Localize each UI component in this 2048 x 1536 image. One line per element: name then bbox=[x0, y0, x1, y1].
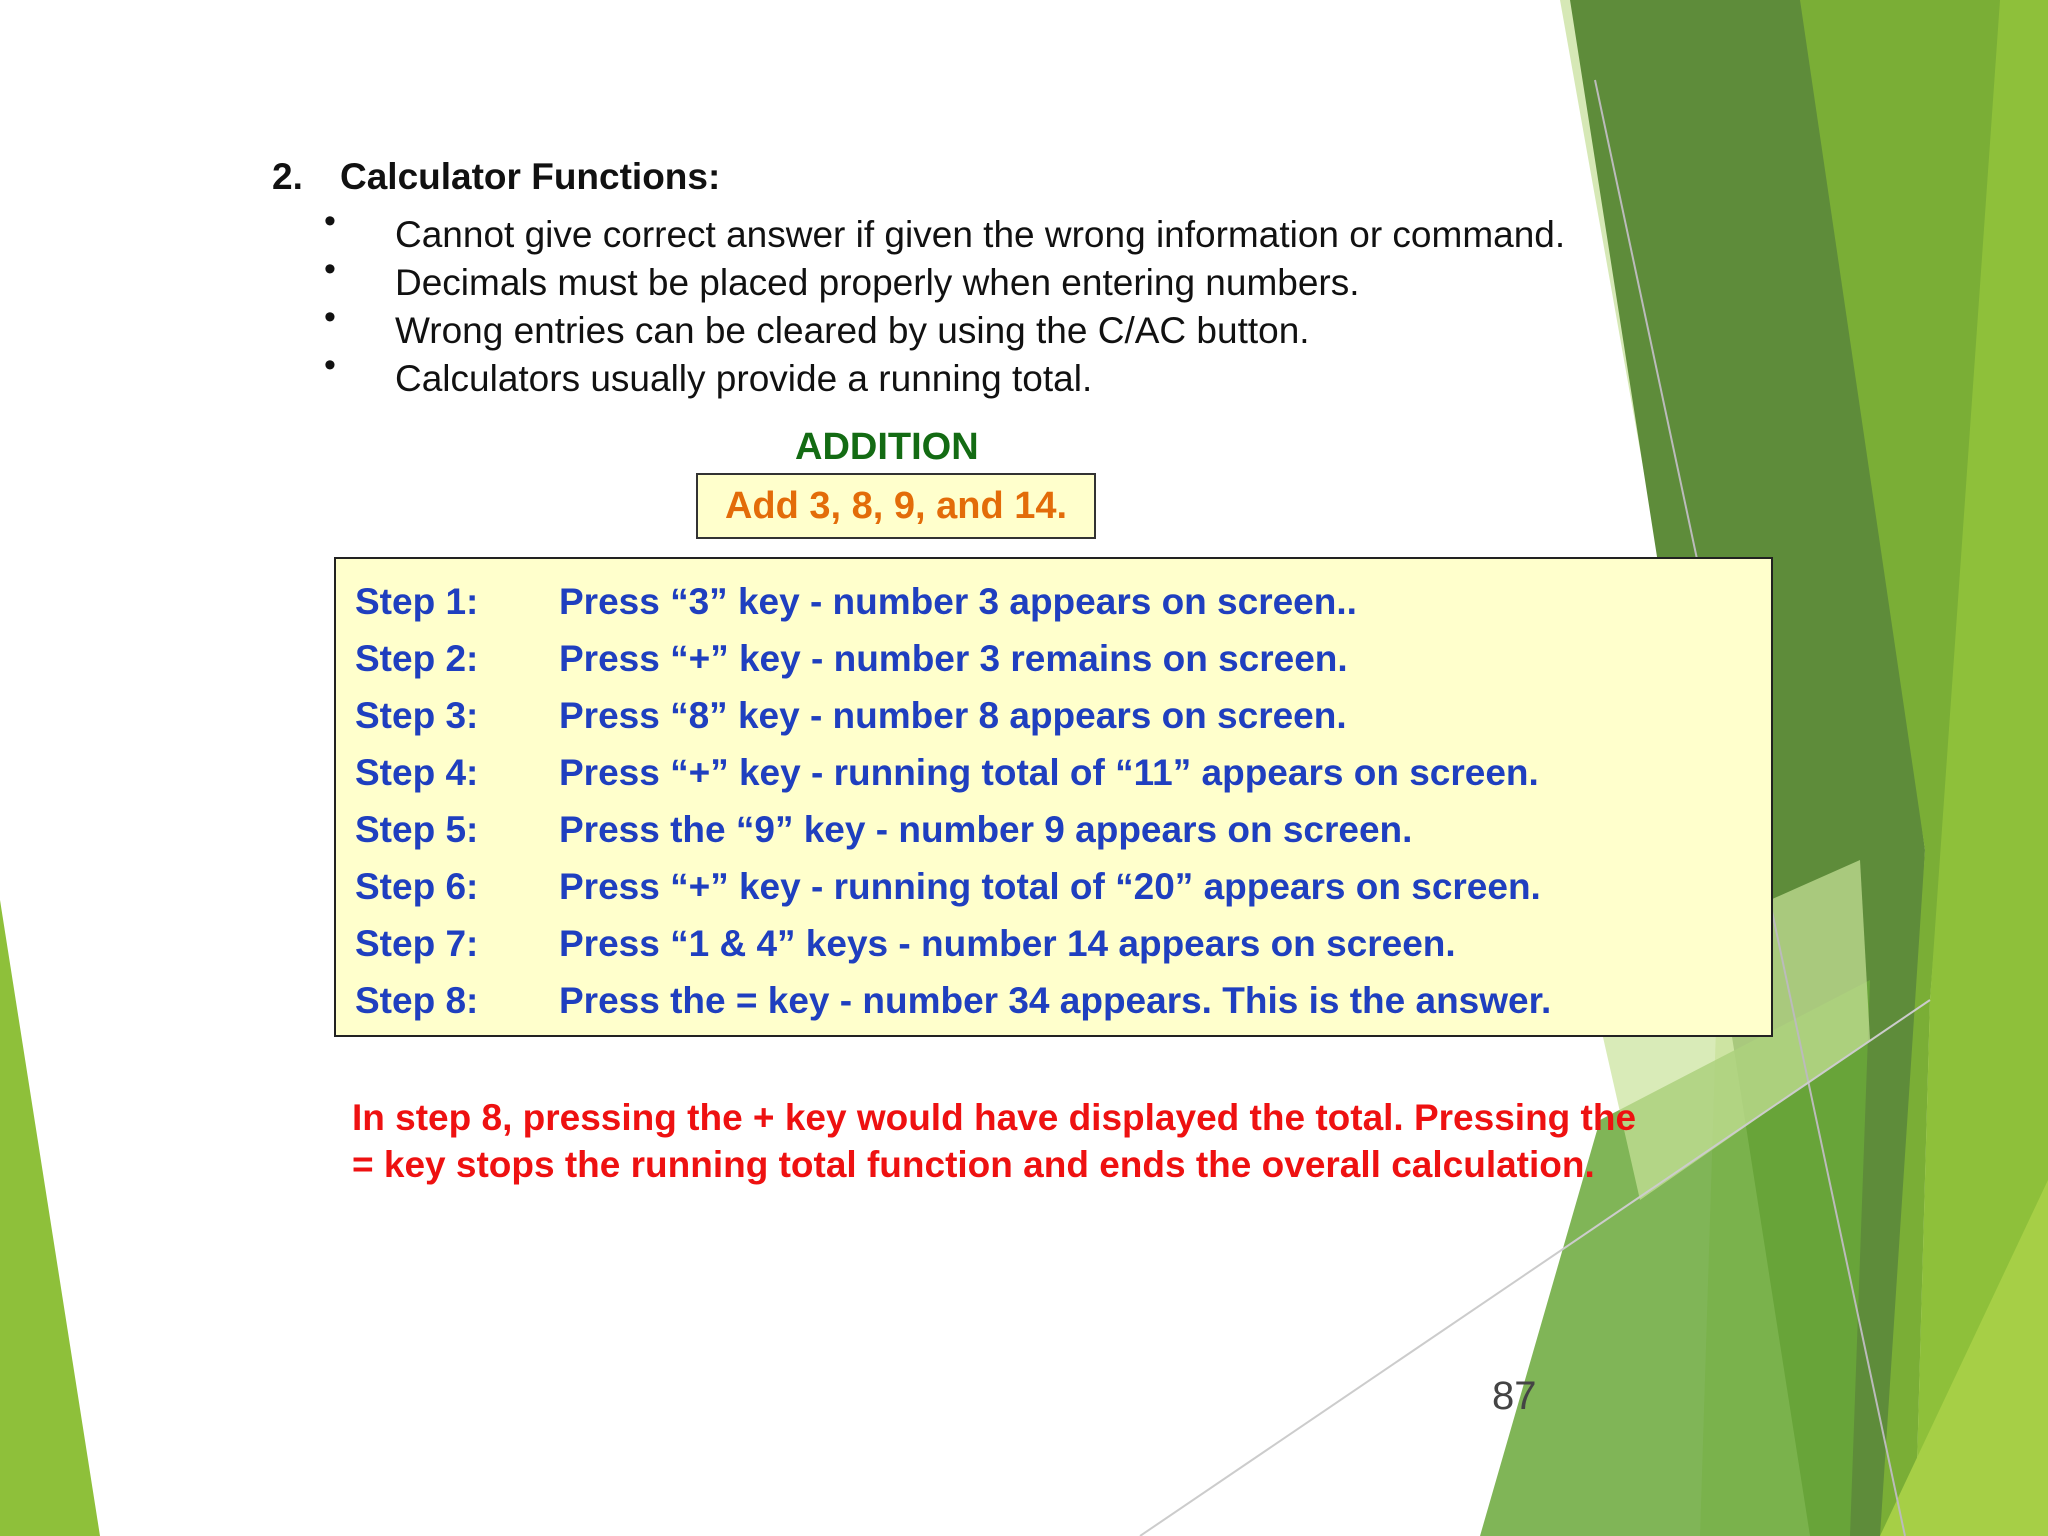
problem-box bbox=[696, 473, 1096, 539]
step-text: Press “3” key - number 3 appears on screen.. bbox=[559, 581, 1357, 622]
step-label: Step 1: bbox=[355, 581, 479, 622]
section-number: 2. bbox=[272, 156, 303, 197]
problem-text: Add 3, 8, 9, and 14. bbox=[724, 484, 1068, 527]
bullet-text: Cannot give correct answer if given the wrong information or command. bbox=[395, 214, 1566, 255]
note-line: In step 8, pressing the + key would have displayed the total. Pressing the bbox=[352, 1097, 1637, 1138]
bullet-dot-icon: • bbox=[324, 298, 336, 336]
step-text: Press the = key - number 34 appears. This is the answer. bbox=[559, 980, 1552, 1021]
bullet-text: Wrong entries can be cleared by using the C/AC button. bbox=[395, 310, 1310, 351]
step-text: Press the “9” key - number 9 appears on screen. bbox=[559, 809, 1413, 850]
section-title: Calculator Functions: bbox=[340, 156, 721, 197]
step-text: Press “+” key - number 3 remains on screen. bbox=[559, 638, 1348, 679]
step-text: Press “8” key - number 8 appears on screen. bbox=[559, 695, 1347, 736]
step-label: Step 7: bbox=[355, 923, 479, 964]
step-label: Step 3: bbox=[355, 695, 479, 736]
bullet-dot-icon: • bbox=[324, 250, 336, 288]
section-heading bbox=[272, 156, 720, 198]
addition-title: ADDITION bbox=[795, 426, 979, 468]
step-text: Press “+” key - running total of “20” appears on screen. bbox=[559, 866, 1541, 907]
step-label: Step 4: bbox=[355, 752, 479, 793]
bullet-text: Calculators usually provide a running total. bbox=[395, 358, 1093, 399]
step-text: Press “1 & 4” keys - number 14 appears on screen. bbox=[559, 923, 1456, 964]
step-label: Step 5: bbox=[355, 809, 479, 850]
step-label: Step 8: bbox=[355, 980, 479, 1021]
step-text: Press “+” key - running total of “11” appears on screen. bbox=[559, 752, 1539, 793]
steps-box bbox=[334, 557, 1773, 1037]
page-number: 87 bbox=[1492, 1374, 1537, 1418]
explanation-note bbox=[352, 1094, 1792, 1188]
bullet-dot-icon: • bbox=[324, 202, 336, 240]
bullet-dot-icon: • bbox=[324, 346, 336, 384]
step-label: Step 6: bbox=[355, 866, 479, 907]
note-line: = key stops the running total function and ends the overall calculation. bbox=[352, 1144, 1595, 1185]
step-label: Step 2: bbox=[355, 638, 479, 679]
bullet-text: Decimals must be placed properly when entering numbers. bbox=[395, 262, 1360, 303]
